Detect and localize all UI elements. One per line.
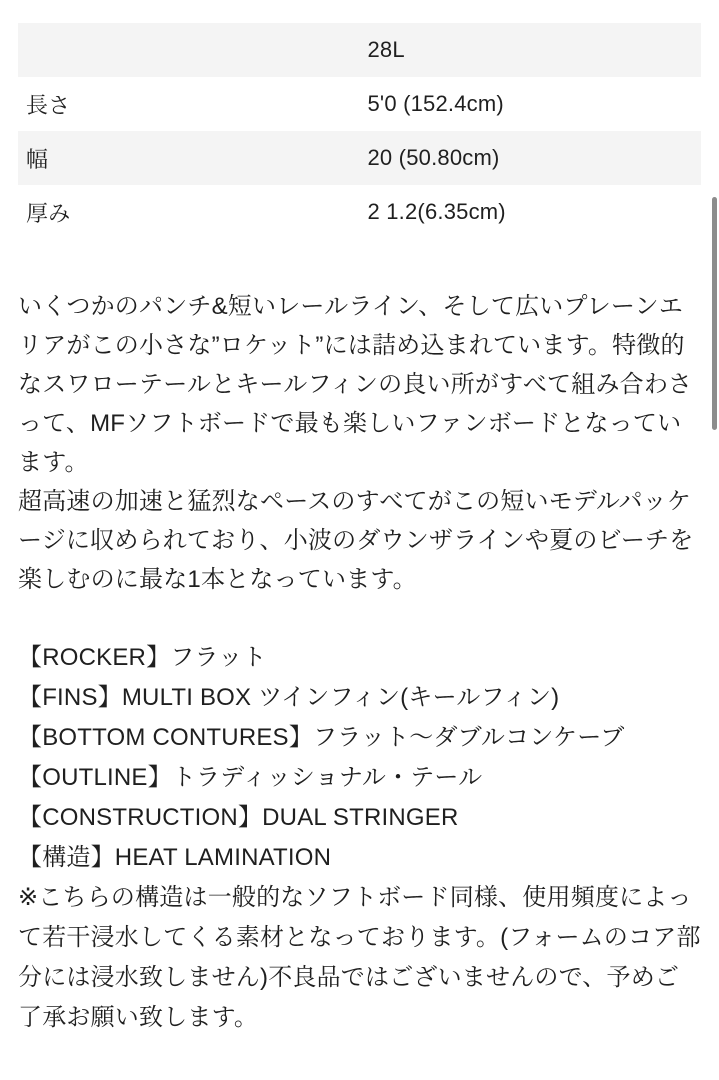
spec-value-cell: 2 1.2(6.35cm): [367, 199, 506, 224]
table-row: [18, 23, 701, 77]
spec-line-outline: 【OUTLINE】トラディッショナル・テール: [18, 764, 483, 791]
table-row: [18, 77, 701, 131]
table-row: [18, 185, 701, 239]
spec-label-cell: [18, 23, 360, 77]
spec-label-cell: 長さ: [26, 92, 71, 118]
product-specs-list: [18, 638, 701, 1038]
spec-value-cell: 28L: [367, 37, 405, 62]
scrollbar-thumb[interactable]: [712, 197, 717, 430]
table-row: [18, 131, 701, 185]
spec-line-structure: 【構造】HEAT LAMINATION: [18, 844, 332, 871]
spec-value-cell: 5'0 (152.4cm): [367, 91, 504, 116]
description-paragraph: いくつかのパンチ&短いレールライン、そして広いプレーンエリアがこの小さな”ロケット”には詰め込まれています。特徴的なスワローテールとキールフィンの良い所がすべて組み合わさって、MFソフトボードで最も楽しいファンボードとなっています。: [18, 293, 693, 476]
spec-table: [18, 23, 701, 239]
description-paragraph: 超高速の加速と猛烈なペースのすべてがこの短いモデルパッケージに収められており、小波のダウンザラインや夏のビーチを楽しむのに最な1本となっています。: [18, 488, 694, 593]
spec-line-bottom: 【BOTTOM CONTURES】フラット～ダブルコンケーブ: [18, 724, 625, 751]
spec-line-rocker: 【ROCKER】フラット: [18, 644, 267, 671]
spec-label-cell: 幅: [26, 146, 49, 172]
spec-label-cell: 厚み: [26, 200, 71, 226]
spec-line-construction: 【CONSTRUCTION】DUAL STRINGER: [18, 804, 459, 831]
spec-disclaimer-note: ※こちらの構造は一般的なソフトボード同様、使用頻度によって若干浸水してくる素材となっております。(フォームのコア部分には浸水致しません)不良品ではございませんので、予めご了承お願い致します。: [18, 884, 701, 1031]
product-description: [18, 287, 701, 599]
spec-value-cell: 20 (50.80cm): [367, 145, 500, 170]
spec-line-fins: 【FINS】MULTI BOX ツインフィン(キールフィン): [18, 684, 560, 711]
